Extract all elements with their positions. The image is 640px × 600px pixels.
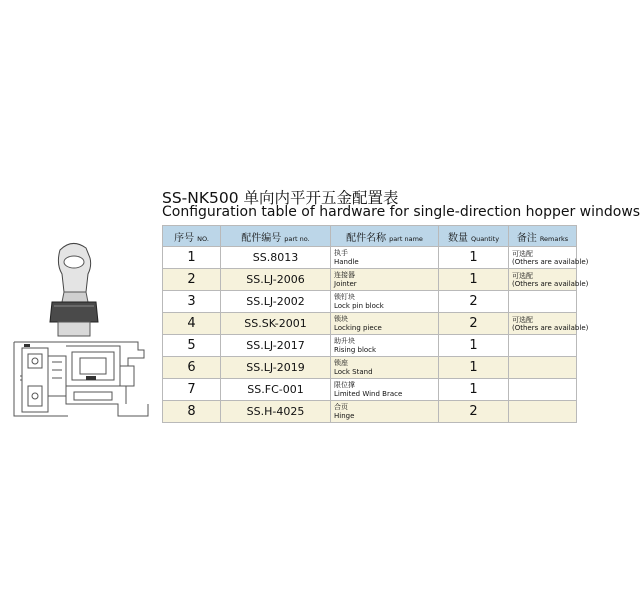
quantity: 1 (439, 379, 509, 401)
part-name: 限位撑 Limited Wind Brace (331, 379, 439, 401)
table-row (163, 401, 577, 423)
page-title-english: Configuration table of hardware for single-direction hopper windows (162, 204, 640, 220)
remarks (509, 401, 577, 423)
table-row (163, 379, 577, 401)
table-row (163, 247, 577, 269)
remarks (509, 335, 577, 357)
quantity: 1 (439, 269, 509, 291)
row-number: 6 (163, 357, 221, 379)
row-number: 3 (163, 291, 221, 313)
remarks: 可选配 (Others are available) (509, 269, 577, 291)
hardware-configuration-table (162, 225, 589, 423)
part-number: SS.LJ-2019 (221, 357, 331, 379)
part-name: 连接器 Jointer (331, 269, 439, 291)
quantity: 1 (439, 335, 509, 357)
part-number: SS.LJ-2006 (221, 269, 331, 291)
header-part-no: 配件编号 part no. (221, 226, 331, 247)
quantity: 1 (439, 247, 509, 269)
row-number: 4 (163, 313, 221, 335)
row-number: 5 (163, 335, 221, 357)
table-row (163, 313, 577, 335)
table-row (163, 269, 577, 291)
quantity: 2 (439, 401, 509, 423)
table-row (163, 357, 577, 379)
quantity: 2 (439, 313, 509, 335)
part-name: 锁钉块 Lock pin block (331, 291, 439, 313)
row-number: 7 (163, 379, 221, 401)
part-name: 锁块 Locking piece (331, 313, 439, 335)
handle-profile-drawing (8, 236, 153, 426)
remarks (509, 357, 577, 379)
header-remarks: 备注 Remarks (509, 226, 577, 247)
header-quantity: 数量 Quantity (439, 226, 509, 247)
part-name: 执手 Handle (331, 247, 439, 269)
part-name: 合页 Hinge (331, 401, 439, 423)
header-part-name: 配件名称 part name (331, 226, 439, 247)
part-number: SS.LJ-2017 (221, 335, 331, 357)
quantity: 2 (439, 291, 509, 313)
row-number: 2 (163, 269, 221, 291)
part-name: 助升块 Rising block (331, 335, 439, 357)
part-number: SS.FC-001 (221, 379, 331, 401)
table-header-row (163, 226, 577, 247)
part-number: SS.H-4025 (221, 401, 331, 423)
part-name: 锁座 Lock Stand (331, 357, 439, 379)
row-number: 1 (163, 247, 221, 269)
table-row (163, 335, 577, 357)
part-number: SS.SK-2001 (221, 313, 331, 335)
quantity: 1 (439, 357, 509, 379)
table-row (163, 291, 577, 313)
header-no: 序号 NO. (163, 226, 221, 247)
part-number: SS.LJ-2002 (221, 291, 331, 313)
remarks: 可选配 (Others are available) (509, 313, 577, 335)
remarks (509, 291, 577, 313)
remarks: 可选配 (Others are available) (509, 247, 577, 269)
row-number: 8 (163, 401, 221, 423)
page-title-chinese: SS-NK500 单向内平开五金配置表 (162, 189, 399, 207)
remarks (509, 379, 577, 401)
part-number: SS.8013 (221, 247, 331, 269)
